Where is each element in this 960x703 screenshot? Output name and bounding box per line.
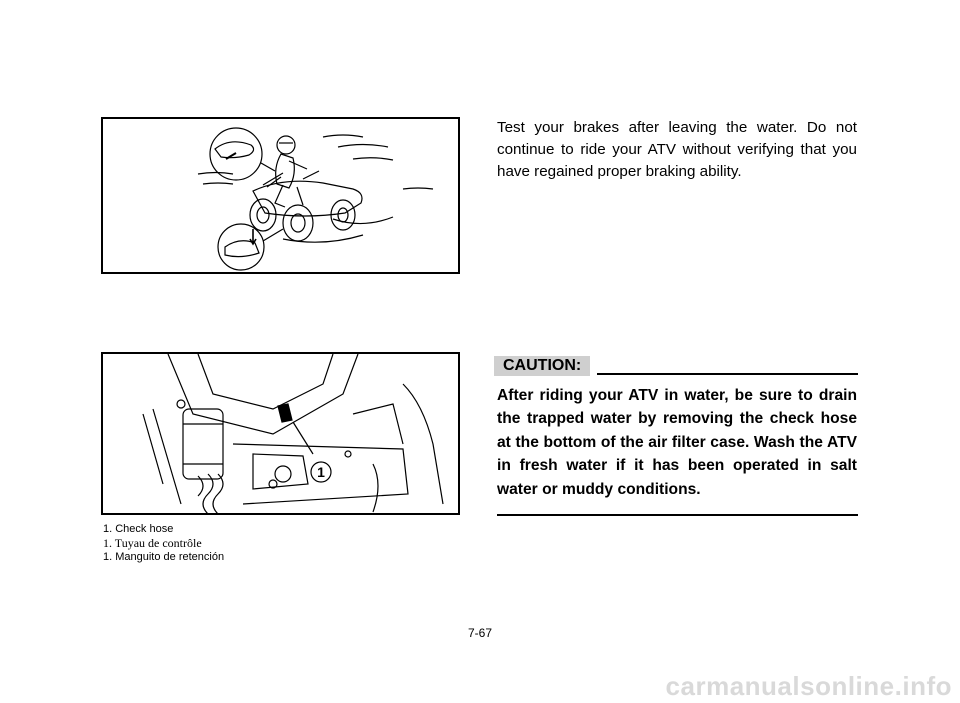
caution-bottom-rule bbox=[497, 514, 858, 516]
caption-french: 1. Tuyau de contrôle bbox=[103, 536, 202, 550]
atv-brake-illustration bbox=[101, 117, 460, 274]
brake-test-paragraph: Test your brakes after leaving the water. Do not continue to ride your ATV without verifying that you have regained proper braking ability. bbox=[497, 119, 857, 180]
caption-spanish: 1. Manguito de retención bbox=[103, 551, 225, 563]
callout-number: 1 bbox=[317, 464, 325, 480]
atv-rider-drawing bbox=[103, 119, 458, 272]
check-hose-drawing bbox=[103, 354, 458, 513]
caution-rule bbox=[597, 373, 858, 375]
caution-label: CAUTION: bbox=[494, 356, 590, 376]
caution-header bbox=[494, 356, 858, 378]
caution-text: After riding your ATV in water, be sure to drain the trapped water by removing the check hose at the bottom of the air filter case. Wash the ATV in fresh water if it has been operated in salt water or muddy conditions. bbox=[497, 387, 857, 498]
page-number: 7-67 bbox=[467, 626, 493, 640]
check-hose-illustration bbox=[101, 352, 460, 515]
caption-english: 1. Check hose bbox=[103, 523, 174, 535]
watermark: carmanualsonline.info bbox=[665, 671, 952, 701]
figure-captions bbox=[103, 522, 224, 564]
